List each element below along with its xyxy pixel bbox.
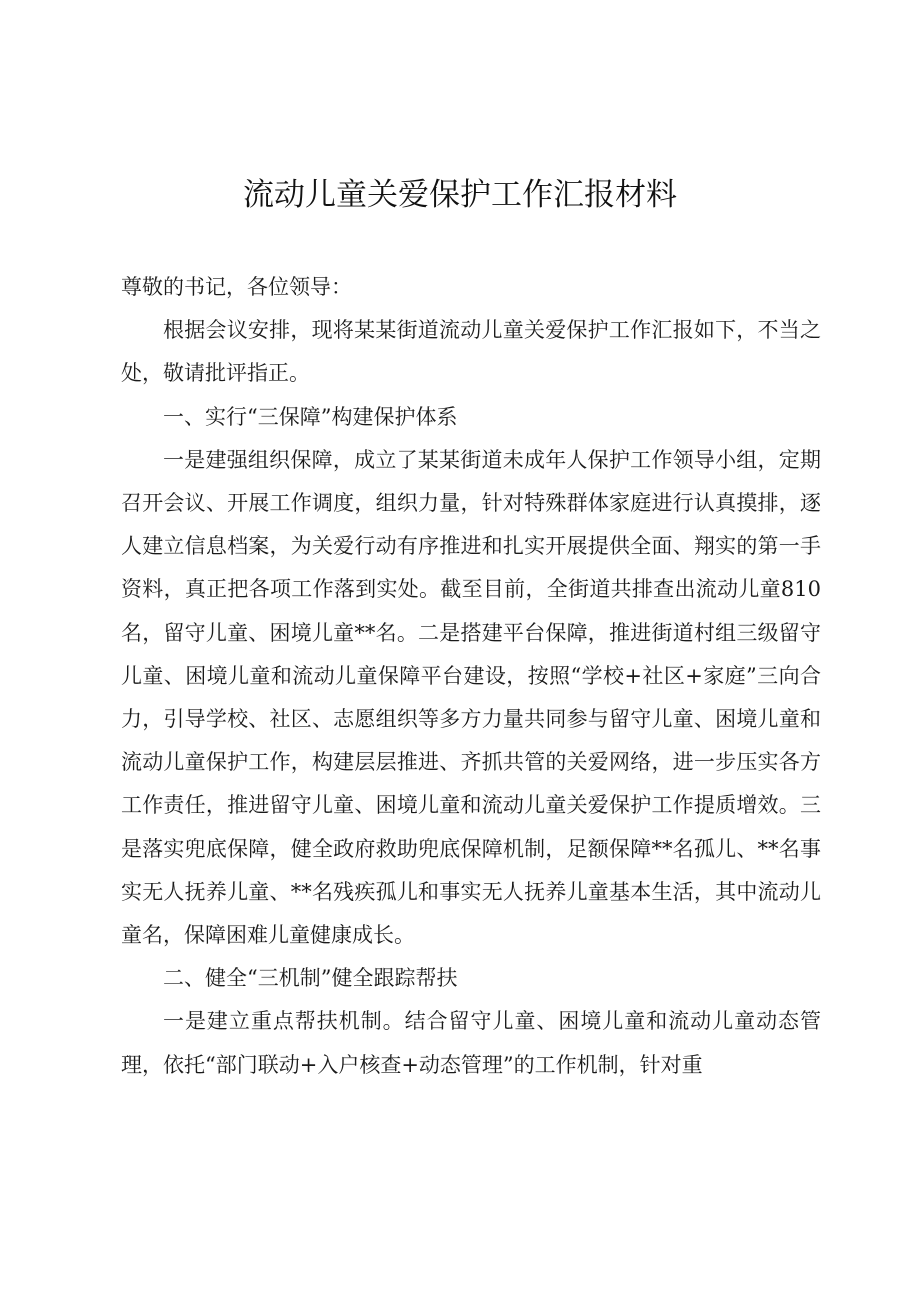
section-2-paragraph: 一是建立重点帮扶机制。结合留守儿童、困境儿童和流动儿童动态管理，依托“部门联动+入户核查+动态管理”的工作机制，针对重 [121,1009,821,1077]
section-heading-1: 一、实行“三保障”构建保护体系 [163,404,458,429]
section-heading-2: 二、健全“三机制”健全跟踪帮扶 [163,966,458,991]
document-title: 流动儿童关爱保护工作汇报材料 [243,177,677,213]
section-1-paragraph: 一是建强组织保障，成立了某某街道未成年人保护工作领导小组，定期召开会议、开展工作调度，组织力量，针对特殊群体家庭进行认真摸排，逐人建立信息档案，为关爱行动有序推进和扎实开展提供全面、翔实的第一手资料，真正把各项工作落到实处。截至目前，全街道共排查出流动儿童810名，留守儿童、困境儿童**名。二是搭建平台保障，推进街道村组三级留守儿童、困境儿童和流动儿童保障平台建设，按照“学校+社区+家庭”三向合力，引导学校、社区、志愿组织等多方力量共同参与留守儿童、困境儿童和流动儿童保护工作，构建层层推进、齐抓共管的关爱网络，进一步压实各方工作责任，推进留守儿童、困境儿童和流动儿童关爱保护工作提质增效。三是落实兜底保障，健全政府救助兜底保障机制，足额保障**名孤儿、**名事实无人抚养儿童、**名残疾孤儿和事实无人抚养儿童基本生活，其中流动儿童名，保障困难儿童健康成长。 [121,447,821,948]
salutation: 尊敬的书记，各位领导： [121,275,352,299]
intro-paragraph: 根据会议安排，现将某某街道流动儿童关爱保护工作汇报如下，不当之处，敬请批评指正。 [121,318,821,386]
document-body [121,266,821,1087]
